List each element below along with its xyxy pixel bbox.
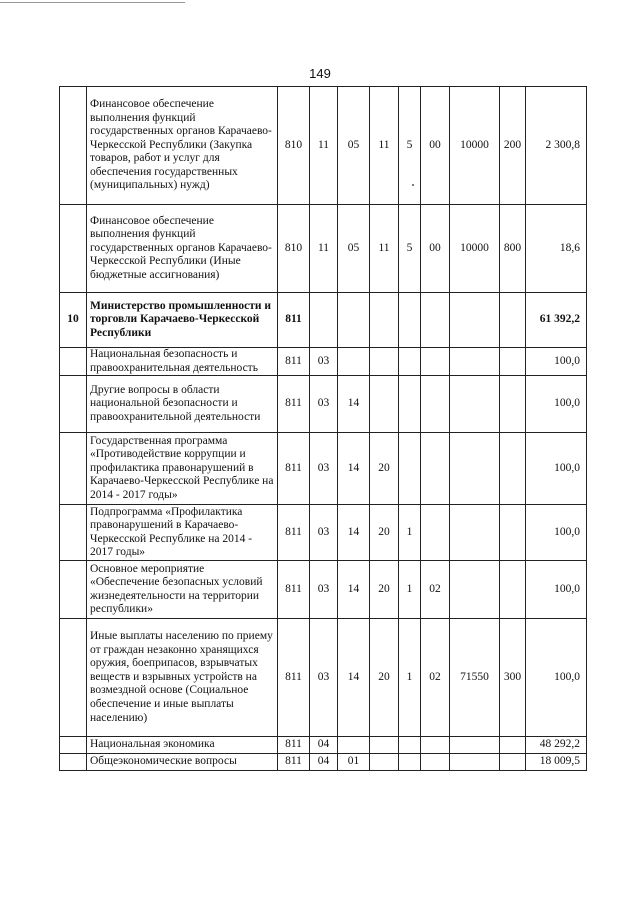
row-number-cell	[60, 561, 87, 619]
table-row	[60, 293, 587, 348]
subprogram-code-cell: 1	[399, 561, 421, 619]
section-code-cell	[310, 293, 338, 348]
name-cell: Иные выплаты населению по приему от граждан незаконно хранящихся оружия, боеприпасов, взрывчатых веществ и взрывных устройств на возмездной основе (Социальное обеспечение и иные выплаты населению)	[87, 619, 278, 737]
subsection-code-cell	[338, 293, 370, 348]
subprogram-code-cell	[399, 754, 421, 771]
program-code-cell	[370, 293, 399, 348]
row-number-cell	[60, 754, 87, 771]
program-code-cell: 20	[370, 505, 399, 561]
direction-code-cell	[450, 737, 500, 754]
expense-type-cell	[500, 737, 526, 754]
ministry-code-cell: 811	[278, 433, 310, 505]
table-row	[60, 561, 587, 619]
direction-code-cell	[450, 293, 500, 348]
ministry-code-cell: 811	[278, 376, 310, 433]
row-number-cell	[60, 348, 87, 376]
table-row	[60, 619, 587, 737]
direction-code-cell: 10000	[450, 87, 500, 205]
ministry-code-cell: 811	[278, 505, 310, 561]
amount-cell: 100,0	[526, 376, 587, 433]
subprogram-code-cell: 1	[399, 619, 421, 737]
subsection-code-cell: 14	[338, 505, 370, 561]
subprogram-code-cell: 1	[399, 505, 421, 561]
row-number-cell	[60, 433, 87, 505]
program-code-cell	[370, 754, 399, 771]
table-row	[60, 505, 587, 561]
section-code-cell: 03	[310, 561, 338, 619]
subprogram-code-cell	[399, 376, 421, 433]
event-code-cell	[421, 754, 450, 771]
program-code-cell: 20	[370, 619, 399, 737]
amount-cell: 18 009,5	[526, 754, 587, 771]
subsection-code-cell: 14	[338, 376, 370, 433]
ministry-code-cell: 810	[278, 205, 310, 293]
amount-cell: 100,0	[526, 433, 587, 505]
amount-cell: 48 292,2	[526, 737, 587, 754]
direction-code-cell: 71550	[450, 619, 500, 737]
name-cell: Другие вопросы в области национальной безопасности и правоохранительной деятельности	[87, 376, 278, 433]
program-code-cell	[370, 737, 399, 754]
event-code-cell	[421, 737, 450, 754]
name-cell: Национальная безопасность и правоохранительная деятельность	[87, 348, 278, 376]
subprogram-code-cell	[399, 737, 421, 754]
name-cell: Государственная программа «Противодействие коррупции и профилактика правонарушений в Карачаево-Черкесской Республике на 2014 - 2017 годы»	[87, 433, 278, 505]
ministry-code-cell: 811	[278, 754, 310, 771]
event-code-cell	[421, 433, 450, 505]
ministry-code-cell: 811	[278, 293, 310, 348]
expense-type-cell	[500, 293, 526, 348]
direction-code-cell	[450, 561, 500, 619]
event-code-cell: 00	[421, 205, 450, 293]
program-code-cell: 20	[370, 561, 399, 619]
event-code-cell	[421, 505, 450, 561]
program-code-cell: 11	[370, 205, 399, 293]
program-code-cell: 11	[370, 87, 399, 205]
amount-cell: 100,0	[526, 619, 587, 737]
amount-cell: 100,0	[526, 561, 587, 619]
amount-cell: 100,0	[526, 348, 587, 376]
name-cell: Основное мероприятие «Обеспечение безопасных условий жизнедеятельности на территории республики»	[87, 561, 278, 619]
subsection-code-cell: 14	[338, 619, 370, 737]
expense-type-cell: 200	[500, 87, 526, 205]
subsection-code-cell: 14	[338, 561, 370, 619]
amount-cell: 2 300,8	[526, 87, 587, 205]
row-number-cell	[60, 505, 87, 561]
top-scan-rule	[0, 2, 185, 3]
section-code-cell: 03	[310, 433, 338, 505]
ministry-code-cell: 810	[278, 87, 310, 205]
table-row	[60, 737, 587, 754]
page-number: 149	[309, 66, 331, 81]
section-code-cell: 03	[310, 348, 338, 376]
direction-code-cell: 10000	[450, 205, 500, 293]
direction-code-cell	[450, 433, 500, 505]
subprogram-code-cell	[399, 293, 421, 348]
ministry-code-cell: 811	[278, 348, 310, 376]
amount-cell: 18,6	[526, 205, 587, 293]
direction-code-cell	[450, 376, 500, 433]
row-number-cell	[60, 619, 87, 737]
name-cell: Подпрограмма «Профилактика правонарушений в Карачаево-Черкесской Республике на 2014 - 2017 годы»	[87, 505, 278, 561]
expense-type-cell	[500, 754, 526, 771]
table-row	[60, 754, 587, 771]
amount-cell: 100,0	[526, 505, 587, 561]
direction-code-cell	[450, 505, 500, 561]
table-row	[60, 433, 587, 505]
amount-cell: 61 392,2	[526, 293, 587, 348]
ministry-code-cell: 811	[278, 737, 310, 754]
name-cell: Министерство промышленности и торговли Карачаево-Черкесской Республики	[87, 293, 278, 348]
expense-type-cell	[500, 376, 526, 433]
event-code-cell	[421, 348, 450, 376]
program-code-cell	[370, 376, 399, 433]
subsection-code-cell: 14	[338, 433, 370, 505]
subprogram-code-cell	[399, 348, 421, 376]
expense-type-cell	[500, 561, 526, 619]
table-row	[60, 205, 587, 293]
subsection-code-cell: 01	[338, 754, 370, 771]
table-row	[60, 87, 587, 205]
section-code-cell: 11	[310, 87, 338, 205]
section-code-cell: 03	[310, 505, 338, 561]
ministry-code-cell: 811	[278, 561, 310, 619]
row-number-cell	[60, 205, 87, 293]
ministry-code-cell: 811	[278, 619, 310, 737]
row-number-cell	[60, 376, 87, 433]
name-cell: Финансовое обеспечение выполнения функций государственных органов Карачаево-Черкесской Республики (Иные бюджетные ассигнования)	[87, 205, 278, 293]
name-cell: Национальная экономика	[87, 737, 278, 754]
row-number-cell	[60, 87, 87, 205]
scan-speck	[412, 184, 414, 186]
subsection-code-cell: 05	[338, 87, 370, 205]
section-code-cell: 04	[310, 737, 338, 754]
table-row	[60, 348, 587, 376]
subprogram-code-cell: 5	[399, 205, 421, 293]
section-code-cell: 11	[310, 205, 338, 293]
event-code-cell: 00	[421, 87, 450, 205]
program-code-cell	[370, 348, 399, 376]
name-cell: Финансовое обеспечение выполнения функций государственных органов Карачаево-Черкесской Республики (Закупка товаров, работ и услуг для обеспечения государственных (муниципальных) нужд)	[87, 87, 278, 205]
expense-type-cell: 300	[500, 619, 526, 737]
event-code-cell: 02	[421, 619, 450, 737]
direction-code-cell	[450, 348, 500, 376]
name-cell: Общеэкономические вопросы	[87, 754, 278, 771]
event-code-cell	[421, 376, 450, 433]
row-number-cell	[60, 737, 87, 754]
subprogram-code-cell: 5	[399, 87, 421, 205]
subsection-code-cell	[338, 348, 370, 376]
event-code-cell: 02	[421, 561, 450, 619]
table-row	[60, 376, 587, 433]
direction-code-cell	[450, 754, 500, 771]
subprogram-code-cell	[399, 433, 421, 505]
expense-type-cell	[500, 505, 526, 561]
expense-type-cell: 800	[500, 205, 526, 293]
section-code-cell: 03	[310, 376, 338, 433]
expense-type-cell	[500, 348, 526, 376]
subsection-code-cell	[338, 737, 370, 754]
budget-table	[59, 86, 587, 771]
expense-type-cell	[500, 433, 526, 505]
section-code-cell: 04	[310, 754, 338, 771]
subsection-code-cell: 05	[338, 205, 370, 293]
event-code-cell	[421, 293, 450, 348]
section-code-cell: 03	[310, 619, 338, 737]
row-number-cell: 10	[60, 293, 87, 348]
program-code-cell: 20	[370, 433, 399, 505]
